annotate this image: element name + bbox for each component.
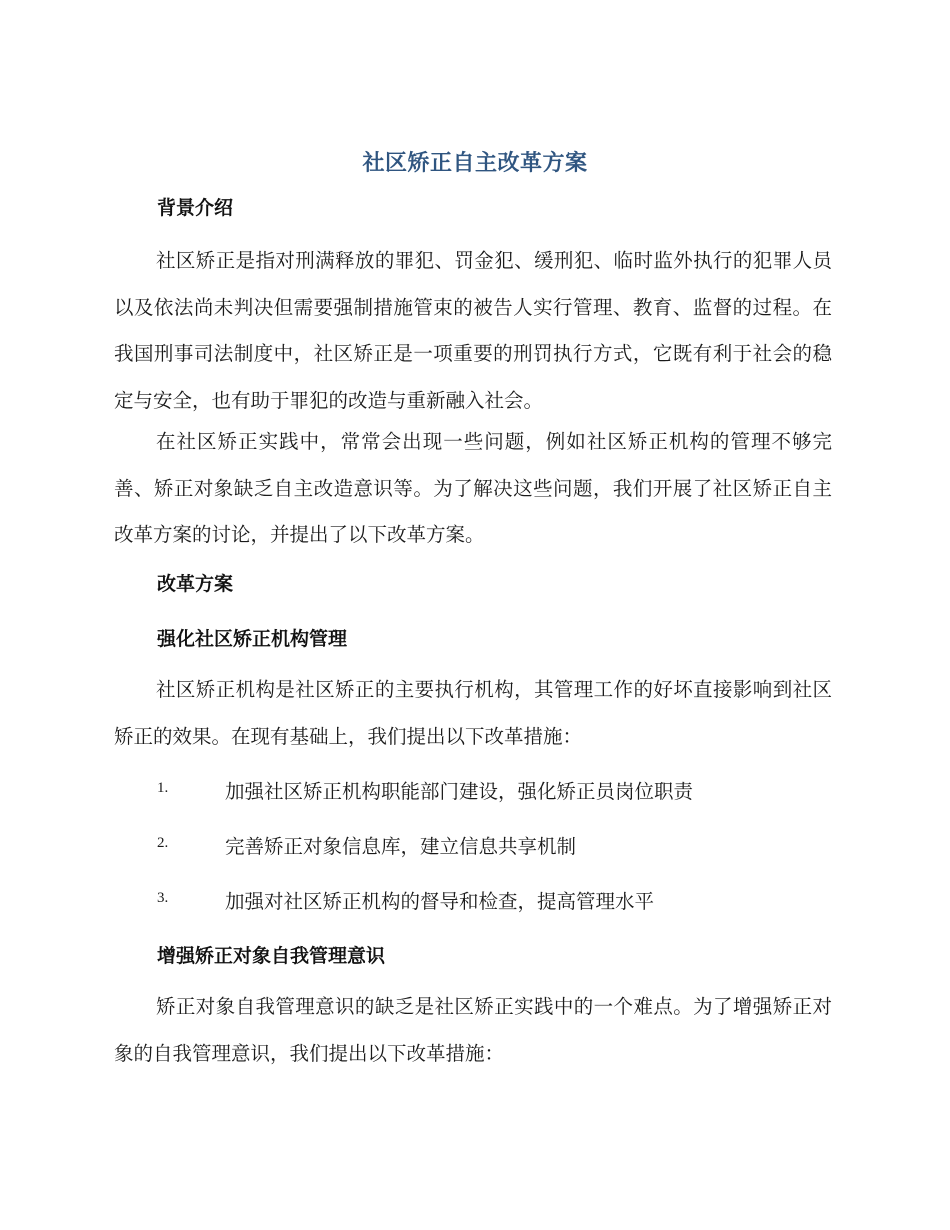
list-item-text: 加强对社区矫正机构的督导和检查，提高管理水平 bbox=[225, 890, 655, 913]
list-item-number: 3. bbox=[157, 890, 169, 906]
paragraph-background-1: 社区矫正是指对刑满释放的罪犯、罚金犯、缓刑犯、临时监外执行的犯罪人员以及依法尚未判决但需要强制措施管束的被告人实行管理、教育、监督的过程。在我国刑事司法制度中，社区矫正是一项重要的刑罚执行方式，它既有利于社会的稳定与安全，也有助于罪犯的改造与重新融入社会。 bbox=[114, 249, 832, 412]
document-title: 社区矫正自主改革方案 bbox=[362, 151, 588, 176]
list-item-text: 完善矫正对象信息库，建立信息共享机制 bbox=[225, 835, 577, 858]
heading-self-management: 增强矫正对象自我管理意识 bbox=[157, 945, 386, 967]
heading-reform: 改革方案 bbox=[157, 573, 234, 595]
paragraph-institution: 社区矫正机构是社区矫正的主要执行机构，其管理工作的好坏直接影响到社区矫正的效果。在现有基础上，我们提出以下改革措施： bbox=[114, 678, 832, 748]
heading-institution: 强化社区矫正机构管理 bbox=[157, 628, 348, 650]
paragraph-self-management: 矫正对象自我管理意识的缺乏是社区矫正实践中的一个难点。为了增强矫正对象的自我管理意识，我们提出以下改革措施： bbox=[114, 995, 832, 1065]
list-item-text: 加强社区矫正机构职能部门建设，强化矫正员岗位职责 bbox=[225, 780, 694, 803]
list-item-number: 2. bbox=[157, 835, 169, 851]
paragraph-background-2: 在社区矫正实践中，常常会出现一些问题，例如社区矫正机构的管理不够完善、矫正对象缺乏自主改造意识等。为了解决这些问题，我们开展了社区矫正自主改革方案的讨论，并提出了以下改革方案。 bbox=[114, 430, 832, 546]
heading-background: 背景介绍 bbox=[157, 197, 234, 219]
list-item-number: 1. bbox=[157, 780, 169, 796]
